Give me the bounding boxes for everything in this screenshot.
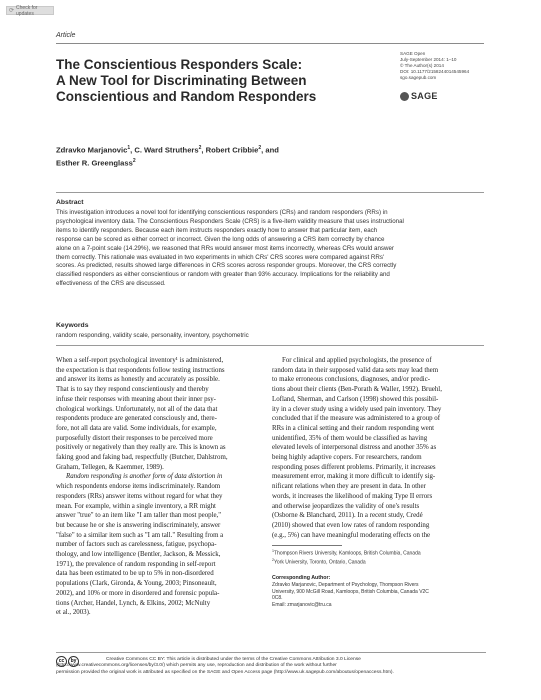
body-line: responders (RRs) answer items without regard for what they xyxy=(56,492,223,500)
journal-name: SAGE Open xyxy=(400,51,426,56)
body-line: When a self-report psychological inventory¹ is administered, xyxy=(56,357,224,364)
body-line: data has been estimated to be up to 5% in non-disordered xyxy=(56,570,214,578)
body-line: which respondents endorse items indiscriminately. Random xyxy=(56,483,221,491)
affiliation-marker: 1 xyxy=(127,145,131,151)
body-line: For clinical and applied psychologists, the presence of xyxy=(282,357,432,364)
body-line: answer "true" to an item like "I am taller than most people," xyxy=(56,512,222,520)
body-line: That is to say they respond conscientiously and thereby xyxy=(56,386,209,394)
check-for-updates-badge[interactable] xyxy=(6,6,54,15)
refresh-icon: ⟳ xyxy=(9,8,15,14)
license-text xyxy=(56,657,486,676)
author-name: Esther R. Greenglass xyxy=(56,158,133,168)
abstract-line: effectiveness of the CRS are discussed. xyxy=(56,280,166,288)
journal-url[interactable]: sgo.sagepub.com xyxy=(400,75,437,80)
cc-icon: cc xyxy=(56,656,67,667)
abstract-line: This investigation introduces a novel tool for identifying conscientious responders (CRs) and random responders (RRs) in xyxy=(56,209,388,216)
corresponding-line: University, 900 McGill Road, Kamloops, British Columbia, Canada V2C xyxy=(272,588,429,595)
body-line: Graham, Tellegen, & Kaemmer, 1989). xyxy=(56,463,164,471)
body-line: (2010) showed that even low rates of random responding xyxy=(272,521,430,529)
affiliation xyxy=(272,557,486,566)
body-line: respondents produce are generated consciously and, there- xyxy=(56,415,217,423)
body-line: but because he or she is answering indiscriminately, answer xyxy=(56,521,221,529)
footnote-divider xyxy=(272,545,342,546)
body-line: thology, and low intelligence (Bentler, Jackson, & Messick, xyxy=(56,551,221,559)
corresponding-email[interactable]: Email: zmarjanovic@tru.ca xyxy=(272,601,332,608)
abstract-line: psychological inventory data. The Conscientious Responders Scale (CRS) is a five-item validity measure that uses instructional xyxy=(56,217,404,225)
affiliation-marker: 2 xyxy=(198,145,202,151)
body-line: ity in a clever study using a widely used pain inventory. They xyxy=(272,405,442,413)
body-line: infuse their responses with meaning about their inner psy- xyxy=(56,395,216,403)
sage-logo xyxy=(400,91,438,101)
body-line: unidentified, 35% of them would be classified as having xyxy=(272,434,428,442)
body-line: RRs in a clinical setting and their random responding went xyxy=(272,424,435,432)
author-name: Zdravko Marjanovic xyxy=(56,145,128,155)
author-name: , Robert Cribbie xyxy=(201,145,259,155)
affiliation-marker: 1 xyxy=(272,549,274,553)
body-line: elevated levels of interpersonal distress and another 35% as xyxy=(272,444,437,452)
body-line: Random responding is another form of data distortion in xyxy=(66,473,223,481)
body-line: purposefully distort their responses to be perceived more xyxy=(56,434,213,442)
abstract-line: items to identify responders. Because each item instructs responders exactly how to answer that particular item, each xyxy=(56,226,378,234)
sage-logo-icon xyxy=(400,92,409,101)
body-line: nificant relations when they are present in data. In other xyxy=(272,483,426,491)
affiliation-marker: 2 xyxy=(132,157,136,164)
keywords-heading: Keywords xyxy=(56,322,89,329)
body-line: 1971), the prevalence of random responding in self-report xyxy=(56,560,216,568)
body-line: number of factors such as carelessness, fatigue, psychopa- xyxy=(56,541,217,549)
abstract-heading: Abstract xyxy=(56,199,84,206)
journal-info xyxy=(400,51,469,81)
doi[interactable]: DOI: 10.1177/2158244014545964 xyxy=(400,69,470,74)
title-line: Conscientious and Random Responders xyxy=(56,89,317,104)
abstract-line: classified responders as either conscientious or random with greater than 93% accuracy. Implications for the reliability and xyxy=(56,271,390,279)
corresponding-line: Zdravko Marjanovic, Department of Psychology, Thompson Rivers xyxy=(272,582,419,588)
license-line: Creative Commons CC BY: This article is distributed under the terms of the Creative Commons Attribution 3.0 License xyxy=(106,657,361,662)
badge-label: Check for updates xyxy=(16,4,38,17)
body-line: measurement error, making it more difficult to identify sig- xyxy=(272,473,436,481)
by-icon: by xyxy=(68,656,79,667)
body-column-left xyxy=(56,356,270,618)
corresponding-line: 0C8. xyxy=(272,595,283,602)
body-line: words, it increases the likelihood of making Type II errors xyxy=(272,492,433,500)
keywords-list: random responding, validity scale, personality, inventory, psychometric xyxy=(56,332,249,339)
corresponding-author-heading: Corresponding Author: xyxy=(272,575,331,581)
body-line: chological workings. Unfortunately, not all of the data that xyxy=(56,405,218,413)
keywords-divider xyxy=(56,345,484,346)
abstract-line: response can be scored as either correct or incorrect. Given the long odds of answering a CRS item correctly by chance xyxy=(56,235,385,243)
body-line: tions (Archer, Handel, Lynch, & Elkins, 2002; McNulty xyxy=(56,599,211,607)
article-type-label: Article xyxy=(56,32,76,39)
abstract-line: them correctly. This rationale was evaluated in two experiments in which CRs' CRS scores were compared against RRs' xyxy=(56,253,385,261)
affiliation-text: Thompson Rivers University, Kamloops, British Columbia, Canada xyxy=(274,550,421,557)
affiliation xyxy=(272,548,486,557)
body-line: mean. For example, within a single inventory, a RR might xyxy=(56,502,216,510)
license-line: (http://www.creativecommons.org/licenses/by/3.0/) which permits any use, reproduction and distribution of the work without further xyxy=(56,663,337,669)
body-line: and otherwise jeopardizes the validity of one's results xyxy=(272,502,420,510)
author-list xyxy=(56,143,386,168)
author-name: , C. Ward Struthers xyxy=(130,145,199,155)
body-line: et al., 2003). xyxy=(56,609,91,617)
body-line: tions about their clients (Ben-Porath & Waller, 1992). Bruehl, xyxy=(272,386,442,394)
body-line: the expectation is that respondents follow testing instructions xyxy=(56,366,225,374)
title-line: A New Tool for Discriminating Between xyxy=(56,73,307,88)
affiliations xyxy=(272,548,486,567)
body-line: random data in their supposed valid data sets may lead them xyxy=(272,366,439,374)
affiliation-marker: 2 xyxy=(258,145,262,151)
sage-logo-text: SAGE xyxy=(411,91,438,101)
abstract-body xyxy=(56,209,486,289)
copyright: © The Author(s) 2014 xyxy=(400,63,444,68)
body-line: faking good and faking bad, respectfully (Butcher, Dahlstrom, xyxy=(56,454,228,462)
corresponding-author-details xyxy=(272,582,486,608)
body-line: fore, not all data are valid. Some individuals, for example, xyxy=(56,424,217,432)
body-line: and answer its items as honestly and accurately as possible. xyxy=(56,376,220,384)
title-line: The Conscientious Responders Scale: xyxy=(56,57,303,72)
body-line: 2002), and 10% or more in disordered and forensic popula- xyxy=(56,589,220,597)
body-line: Lofland, Sherman, and Carlson (1998) showed this possibil- xyxy=(272,395,439,403)
body-line: "false" to a similar item such as "I am tall." Resulting from a xyxy=(56,531,224,539)
body-line: positively or negatively than they really are. This is known as xyxy=(56,444,226,452)
affiliation-marker: 2 xyxy=(272,558,274,563)
header-divider xyxy=(56,43,484,44)
journal-issue: July-September 2014: 1–10 xyxy=(400,57,457,62)
abstract-line: scores. As predicted, results showed large differences in CRS scores across responder groups. Moreover, the CRS correctly xyxy=(56,262,397,270)
body-column-right xyxy=(272,356,486,540)
paper-title xyxy=(56,57,376,105)
abstract-divider xyxy=(56,192,484,193)
license-line: permission provided the original work is attributed as specified on the SAGE and Open Access page (http://www.uk.sagepub.com/aboutus/openaccess.htm). xyxy=(56,669,394,675)
body-line: (e.g., 5%) can have meaningful moderating effects on the xyxy=(272,531,431,539)
body-line: (Osborne & Blanchard, 2011). In a recent study, Credé xyxy=(272,512,423,520)
body-line: concluded that if the measure was administered to a group of xyxy=(272,415,440,423)
abstract-line: alone on a 7-point scale (14.29%), we reasoned that RRs would answer most items incorrectly, whereas CRs would answer xyxy=(56,244,394,252)
author-conjunction: , and xyxy=(261,145,279,155)
body-line: responding poses different problems. Primarily, it increases xyxy=(272,463,436,471)
body-line: being highly adaptive copers. For researchers, random xyxy=(272,454,422,462)
license-divider xyxy=(56,652,486,653)
affiliation-text: York University, Toronto, Ontario, Canada xyxy=(274,559,366,566)
body-line: populations (Clark, Gironda, & Young, 2003; Pinsoneault, xyxy=(56,580,217,588)
body-line: to make erroneous conclusions, diagnoses, and/or predic- xyxy=(272,376,431,384)
